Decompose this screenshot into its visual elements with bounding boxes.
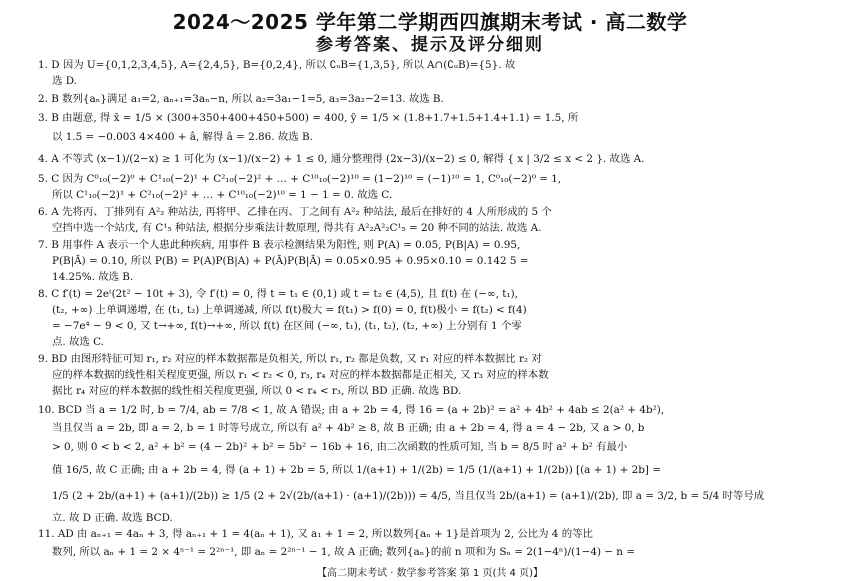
answer-line: 14.25%. 故选 B.: [52, 271, 134, 283]
answer-line: 立. 故 D 正确. 故选 BCD.: [52, 512, 173, 524]
answer-line: = −7e⁴ − 9 < 0, 又 t→+∞, f(t)→+∞, 所以 f(t) 在区间 (−∞, t₁), (t₁, t₂), (t₂, +∞) 上分别有 1 个零: [52, 320, 522, 332]
answer-line: 当且仅当 a = 2b, 即 a = 2, b = 1 时等号成立, 所以有 a² + 4b² ≥ 8, 故 B 正确; 由 a + 2b = 4, 得 a = 4 − 2b, 又 a > 0, b: [52, 422, 645, 434]
answer-line: 7. B 用事件 A 表示一个人患此种疾病, 用事件 B 表示检测结果为阳性, 则 P(A) = 0.05, P(B|A) = 0.95,: [38, 239, 521, 251]
answer-line: 点. 故选 C.: [52, 336, 104, 348]
answer-line: 2. B 数列{aₙ}满足 a₁=2, aₙ₊₁=3aₙ−n, 所以 a₂=3a₁−1=5, a₃=3a₂−2=13. 故选 B.: [38, 93, 444, 105]
answer-line: 4. A 不等式 (x−1)/(2−x) ≥ 1 可化为 (x−1)/(x−2) + 1 ≤ 0, 通分整理得 (2x−3)/(x−2) ≤ 0, 解得 { x | 3/2 ≤ x < 2 }. 故选 A.: [38, 153, 645, 165]
answer-line: 11. AD 由 aₙ₊₁ = 4aₙ + 3, 得 aₙ₊₁ + 1 = 4(aₙ + 1), 又 a₁ + 1 = 2, 所以数列{aₙ + 1}是首项为 2, 公比为 4 的等比: [38, 528, 593, 540]
answer-line: 3. B 由题意, 得 x̄ = 1/5 × (300+350+400+450+500) = 400, ȳ = 1/5 × (1.8+1.7+1.5+1.4+1.1) = 1.5, 所: [38, 112, 579, 124]
answer-line: 数列, 所以 aₙ + 1 = 2 × 4ⁿ⁻¹ = 2²ⁿ⁻¹, 即 aₙ = 2²ⁿ⁻¹ − 1, 故 A 正确; 数列{aₙ}的前 n 项和为 Sₙ = 2(1−4ⁿ)/(1−4) − n =: [52, 546, 636, 558]
answer-line: 值 16/5, 故 C 正确; 由 a + 2b = 4, 得 (a + 1) + 2b = 5, 所以 1/(a+1) + 1/(2b) = 1/5 (1/(a+1) + 1/(2b)) [(a + 1) + 2b] =: [52, 464, 661, 476]
page-subtitle: 参考答案、提示及评分细则: [316, 35, 544, 55]
answer-line: 空挡中选一个站戊, 有 C¹₅ 种站法, 根据分步乘法计数原理, 得共有 A²₂A²₂C¹₅ = 20 种不同的站法. 故选 A.: [52, 222, 542, 234]
answer-line: 9. BD 由图形特征可知 r₁, r₂ 对应的样本数据都是负相关, 所以 r₁, r₂ 都是负数, 又 r₁ 对应的样本数据比 r₂ 对: [38, 353, 542, 365]
answer-line: 8. C f′(t) = 2eᵗ(2t² − 10t + 3), 令 f′(t) = 0, 得 t = t₁ ∈ (0,1) 或 t = t₂ ∈ (4,5), 且 f(t) 在 (−∞, t₁),: [38, 288, 518, 300]
answer-line: 选 D.: [52, 75, 77, 87]
answer-line: 5. C 因为 C⁰₁₀(−2)⁰ + C¹₁₀(−2)¹ + C²₁₀(−2)² + … + C¹⁰₁₀(−2)¹⁰ = (1−2)¹⁰ = (−1)¹⁰ = 1, C⁰₁₀(−2)⁰ = 1,: [38, 173, 562, 185]
answer-line: 据比 r₄ 对应的样本数据的线性相关程度更强, 所以 0 < r₄ < r₃, 所以 BD 正确. 故选 BD.: [52, 385, 462, 397]
answer-line: 所以 C¹₁₀(−2)¹ + C²₁₀(−2)² + … + C¹⁰₁₀(−2)¹⁰ = 1 − 1 = 0. 故选 C.: [52, 189, 393, 201]
page-title: 2024～2025 学年第二学期西四旗期末考试 · 高二数学: [172, 10, 688, 34]
answer-line: 6. A 先将丙、丁排列有 A²₂ 种站法, 再将甲、乙排在丙、丁之间有 A²₂ 种站法, 最后在排好的 4 人所形成的 5 个: [38, 206, 552, 218]
page-footer: 【高二期末考试 · 数学参考答案 第 1 页(共 4 页)】: [317, 568, 543, 579]
answer-line: 10. BCD 当 a = 1/2 时, b = 7/4, ab = 7/8 < 1, 故 A 错误; 由 a + 2b = 4, 得 16 = (a + 2b)² = a² + 4b² + 4ab ≤ 2(a² + 4b²),: [38, 404, 665, 416]
answer-line: (t₂, +∞) 上单调递增, 在 (t₁, t₂) 上单调递减, 所以 f(t)极大 = f(t₁) > f(0) = 0, f(t)极小 = f(t₂) < f(4): [52, 304, 527, 316]
answer-line: 1/5 (2 + 2b/(a+1) + (a+1)/(2b)) ≥ 1/5 (2 + 2√(2b/(a+1) · (a+1)/(2b))) = 4/5, 当且仅当 2b/(a+1) = (a+1)/(2b), 即 a = 3/2, b = 5/4 时等号成: [52, 490, 765, 502]
answer-line: 以 1.5 = −0.003 4×400 + â, 解得 â = 2.86. 故选 B.: [52, 131, 313, 143]
answer-line: P(B|Ā) = 0.10, 所以 P(B) = P(A)P(B|A) + P(Ā)P(B|Ā) = 0.05×0.95 + 0.95×0.10 = 0.142 5 =: [52, 255, 529, 267]
answer-line: 1. D 因为 U={0,1,2,3,4,5}, A={2,4,5}, B={0,2,4}, 所以 ∁ᵤB={1,3,5}, 所以 A∩(∁ᵤB)={5}. 故: [38, 59, 516, 71]
answer-line: > 0, 则 0 < b < 2, a² + b² = (4 − 2b)² + b² = 5b² − 16b + 16, 由二次函数的性质可知, 当 b = 8/5 时 a² + b² 有最小: [52, 441, 628, 453]
answer-line: 应的样本数据的线性相关程度更强, 所以 r₁ < r₂ < 0, r₃, r₄ 对应的样本数据都是正相关, 又 r₃ 对应的样本数: [52, 369, 549, 381]
